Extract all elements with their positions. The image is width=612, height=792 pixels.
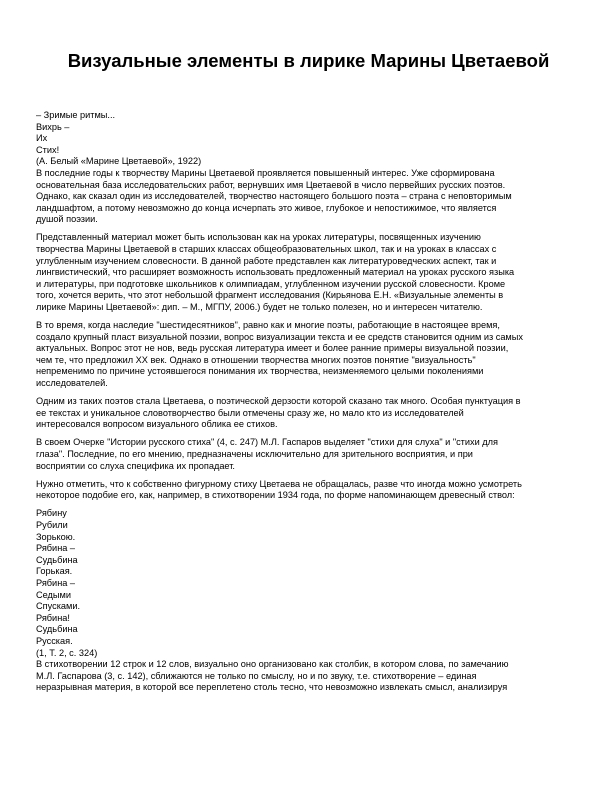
text-line: некоторое подобие его, как, например, в стихотворении 1934 года, по форме напоминающем древесный ствол: — [36, 490, 515, 501]
poem-line: Рубили — [36, 520, 68, 530]
paragraph-analysis — [36, 659, 581, 694]
text-line: творчества Марины Цветаевой в старших классах общеобразовательных школ, так и на уроках в классах с — [36, 244, 497, 255]
text-line: непременимо по причине устоявшегося понимания их творчества, неизменяемого целыми поколениями — [36, 366, 484, 377]
poem-line: Рябина – — [36, 543, 76, 554]
epigraph-line: Стих! — [36, 144, 60, 155]
text-line: лирике Марины Цветаевой»: дип. – М., МГПУ, 2006.) будет не только полезен, но и интересен читателю. — [36, 302, 483, 312]
text-line: лингвистический, что расширяет возможность использовать предложенный материал на уроках русского языка — [36, 267, 515, 278]
text-line: В стихотворении 12 строк и 12 слов, визуально оно организовано как столбик, в котором слова, по замечанию — [36, 659, 509, 670]
poem-line: Седыми — [36, 589, 71, 600]
text-line: глаза". Последние, по его мнению, предназначены исключительно для зрительного восприятия, и при — [36, 449, 473, 460]
paragraph-gasparov — [36, 437, 581, 472]
poem-line: Судьбина — [36, 624, 78, 635]
poem-line: Рябина! — [36, 612, 70, 623]
text-line: Представленный материал может быть использован как на уроках литературы, посвященных изучению — [36, 232, 481, 243]
poem-line: Спусками. — [36, 601, 81, 612]
text-line: того, хочется верить, что этот небольшой фрагмент исследования (Кирьянова Е.Н. «Визуальные элементы в — [36, 290, 504, 301]
paragraph-figurative — [36, 479, 581, 502]
text-line: актуальных. Вопрос этот не нов, ведь русская литература имеет и более ранние примеры визуальной поэзии, — [36, 343, 509, 354]
poem-line: Горькая. — [36, 566, 73, 577]
text-line: В своем Очерке "Истории русского стиха" (4, с. 247) М.Л. Гаспаров выделяет "стихи для слуха" и "стихи для — [36, 437, 498, 448]
text-line: исследователей. — [36, 378, 108, 389]
paragraph-material — [36, 232, 581, 313]
text-line: В то время, когда наследие "шестидесятников", равно как и многие поэты, работающие в настоящее время, — [36, 320, 500, 331]
epigraph-source: (А. Белый «Марине Цветаевой», 1922) — [36, 156, 202, 167]
poem-line: Зорькою. — [36, 531, 76, 542]
text-line: Нужно отметить, что к собственно фигурному стиху Цветаева не обращалась, разве что иногда можно усмотреть — [36, 478, 522, 489]
text-line: душой поэзии. — [36, 214, 98, 225]
text-line: углубленным изучением словесности. В данной работе представлен как литературоведческих аспект, так и — [36, 255, 497, 266]
paragraph-tsvetaeva — [36, 396, 581, 431]
paragraph-intro — [36, 168, 581, 226]
epigraph-line: Их — [36, 133, 48, 144]
text-line: неразрывная материя, в которой все переплетено столь тесно, что невозможно извлекать смысл, анализируя — [36, 682, 508, 693]
text-line: создало крупный пласт визуальной поэзии, вопрос визуализации текста и ее средств становится одним из самых — [36, 331, 523, 342]
text-line: ее текстах и уникальное словотворчество были отмечены сразу же, но мало кто из исследователей — [36, 407, 464, 418]
page-title: Визуальные элементы в лирике Марины Цветаевой — [67, 50, 550, 71]
text-line: ландшафтом, а потому невозможно до конца исчерпать это живое, глубокое и непостижимое, что является — [36, 202, 497, 213]
epigraph — [36, 110, 581, 168]
epigraph-line: Вихрь – — [36, 121, 70, 132]
text-line: основательная база исследовательских работ, вернувших имя Цветаевой в число первейших русских поэтов. — [36, 179, 506, 190]
paragraph-sixties — [36, 320, 581, 390]
poem-line: Рябина – — [36, 577, 76, 588]
text-line: интересовался вопросом визуального облика ее стихов. — [36, 419, 278, 430]
text-line: М.Л. Гаспарова (3, с. 142), сближаются не только по смыслу, но и по звуку, т.е. стихотворение – единая — [36, 670, 477, 681]
text-line: Однако, как сказал один из исследователей, творчество настоящего большого поэта – страна с неповторимым — [36, 191, 512, 202]
text-line: Одним из таких поэтов стала Цветаева, о поэтической дерзости которой сказано так много. Особая пунктуация в — [36, 396, 521, 407]
text-line: чем те, что предложил XX век. Однако в отношении творчества многих поэтов понятие "визуальность" — [36, 354, 476, 365]
document-body — [36, 110, 581, 694]
poem-line: Рябину — [36, 508, 67, 519]
poem — [36, 508, 581, 659]
text-line: восприятии со слуха специфика их пропадает. — [36, 460, 235, 471]
poem-line: Судьбина — [36, 554, 78, 565]
text-line: В последние годы к творчеству Марины Цветаевой проявляется повышенный интерес. Уже сформирована — [36, 167, 495, 178]
poem-source: (1, Т. 2, с. 324) — [36, 647, 98, 658]
text-line: и литературы, при подготовке школьников к олимпиадам, углубленном изучении русской словесности. Кроме — [36, 278, 506, 289]
poem-line: Русская. — [36, 635, 73, 646]
epigraph-line: – Зримые ритмы... — [36, 110, 116, 120]
